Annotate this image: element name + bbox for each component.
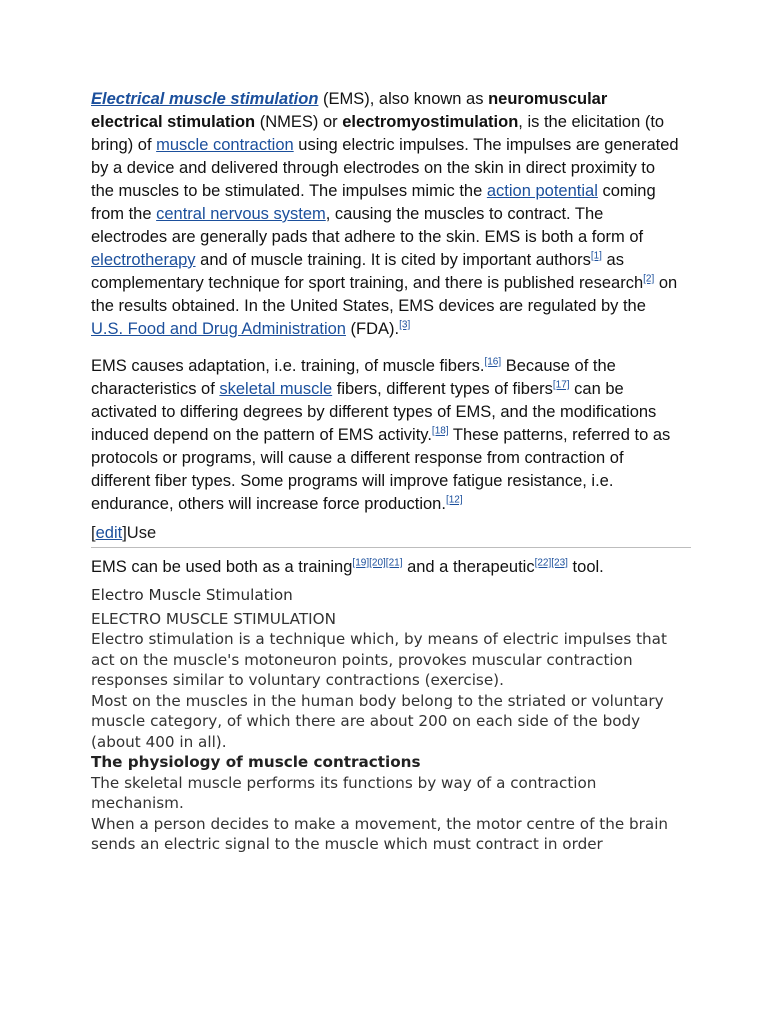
- citation-12[interactable]: [12]: [445, 494, 463, 506]
- document-page: [91, 88, 681, 855]
- doc-paragraph: Electro stimulation is a technique which, by means of electric impulses that act on the muscle's motoneuron points, provokes muscular contraction responses similar to voluntary contractions (exercise).: [91, 630, 667, 689]
- electrotherapy-link[interactable]: electrotherapy: [91, 251, 196, 269]
- central-nervous-system-link[interactable]: central nervous system: [156, 205, 326, 223]
- text: (NMES) or: [255, 113, 343, 131]
- text: EMS causes adaptation, i.e. training, of muscle fibers.: [91, 357, 485, 375]
- intro-paragraph: [91, 88, 681, 341]
- text: coming from the: [91, 182, 656, 223]
- text: , is the elicitation (to bring) of: [91, 113, 665, 154]
- doc-paragraph: The skeletal muscle performs its functions by way of a contraction mechanism.: [91, 773, 597, 812]
- doc-paragraph: When a person decides to make a movement, the motor centre of the brain sends an electric signal to the muscle which must contract in order: [91, 814, 669, 853]
- section-heading-use: [91, 522, 681, 545]
- text: can be activated to differing degrees by different types of EMS, and the modifications induced depend on the pattern of EMS activity.: [91, 380, 657, 444]
- fda-link[interactable]: U.S. Food and Drug Administration: [91, 320, 346, 338]
- citation-18[interactable]: [18]: [431, 425, 449, 437]
- bold-term: neuromuscular electrical stimulation: [91, 90, 608, 131]
- text: fibers, different types of fibers: [332, 380, 553, 398]
- action-potential-link[interactable]: action potential: [486, 182, 598, 200]
- text: These patterns, referred to as protocols or programs, will cause a different response from contraction of different fiber types. Some programs will improve fatigue resistance, i.e. endurance, others will increase force production.: [91, 426, 671, 513]
- text: on the results obtained. In the United States, EMS devices are regulated by the: [91, 274, 678, 315]
- bracket: [: [91, 524, 96, 542]
- skeletal-muscle-link[interactable]: skeletal muscle: [219, 380, 333, 398]
- citation-17[interactable]: [17]: [552, 379, 570, 391]
- adaptation-paragraph: [91, 355, 681, 516]
- citation-23[interactable]: [23]: [551, 557, 568, 569]
- muscle-contraction-link[interactable]: muscle contraction: [156, 136, 294, 154]
- citation-2[interactable]: [2]: [643, 273, 655, 285]
- text: tool.: [567, 558, 604, 576]
- text: and of muscle training. It is cited by important authors: [195, 251, 591, 269]
- citation-16[interactable]: [16]: [484, 356, 502, 368]
- section-title: Use: [126, 524, 157, 542]
- citation-20[interactable]: [20]: [369, 557, 386, 569]
- text: and a therapeutic: [402, 558, 535, 576]
- doc-caps-title: ELECTRO MUSCLE STIMULATION: [91, 609, 336, 628]
- edit-link[interactable]: edit: [95, 524, 123, 542]
- doc-paragraph: Most on the muscles in the human body belong to the striated or voluntary muscle category, of which there are about 200 on each side of the body (about 400 in all).: [91, 691, 664, 751]
- doc-subheading: The physiology of muscle contractions: [91, 753, 421, 771]
- use-paragraph: [91, 556, 681, 579]
- citation-3[interactable]: [3]: [399, 319, 411, 331]
- doc-title: Electro Muscle Stimulation: [91, 586, 293, 604]
- text: , causing the muscles to contract. The electrodes are generally pads that adhere to the skin. EMS is both a form of: [91, 205, 644, 246]
- ems-title-link[interactable]: Electrical muscle stimulation: [91, 90, 319, 108]
- citation-22[interactable]: [22]: [534, 557, 552, 569]
- section-divider: [91, 547, 691, 548]
- citation-19[interactable]: [19]: [352, 557, 370, 569]
- citation-21[interactable]: [21]: [385, 557, 403, 569]
- bracket: ]: [122, 524, 127, 542]
- text: as complementary technique for sport training, and there is published research: [91, 251, 644, 292]
- text: (EMS), also known as: [318, 90, 489, 108]
- text: EMS can be used both as a training: [91, 558, 353, 576]
- text: using electric impulses. The impulses are generated by a device and delivered through electrodes on the skin in direct proximity to the muscles to be stimulated. The impulses mimic the: [91, 136, 679, 200]
- citation-1[interactable]: [1]: [590, 250, 602, 262]
- bold-term: electromyostimulation: [342, 113, 519, 131]
- text: Because of the characteristics of: [91, 357, 616, 398]
- text: (FDA).: [345, 320, 400, 338]
